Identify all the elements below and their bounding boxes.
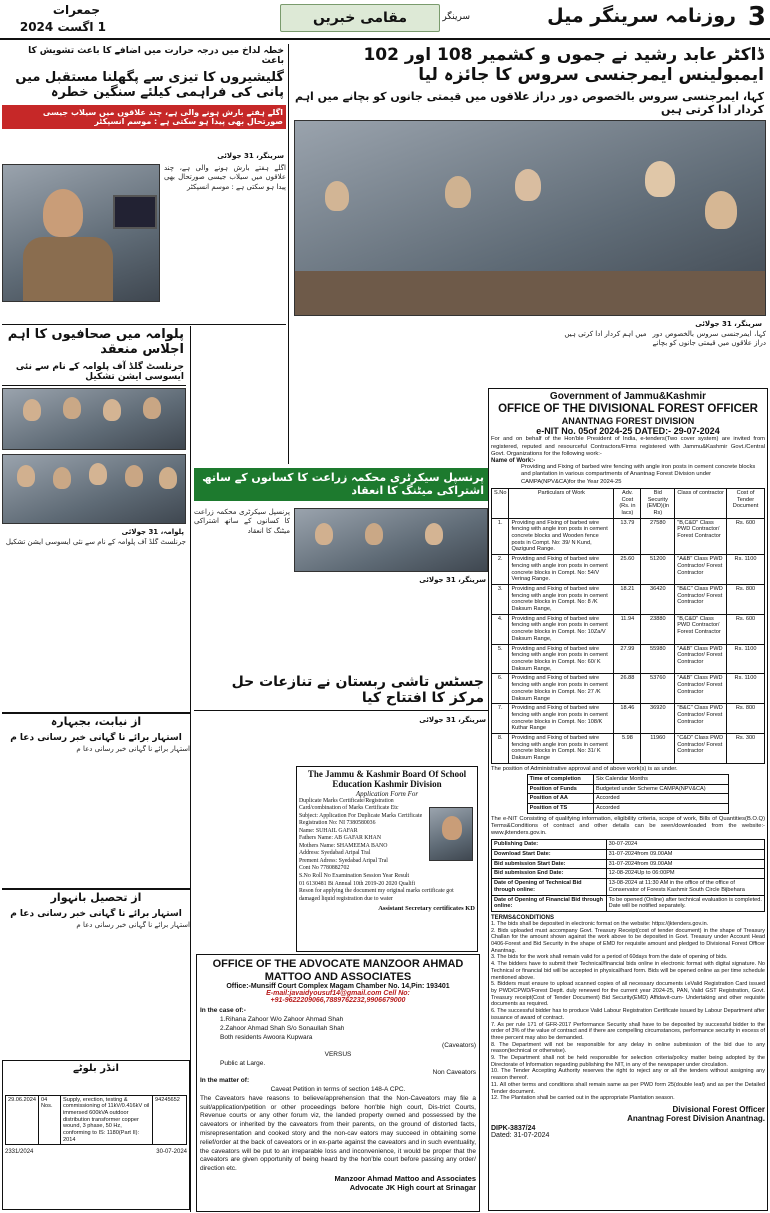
forest-cell: 2. (492, 555, 509, 585)
forest-cell: Budgeted under Scheme CAMPA(NPV&CA) (593, 784, 728, 794)
jkbose-line2: Subject: Application For Duplicate Marks Certificate (299, 812, 423, 819)
forest-cell: 7. (492, 704, 509, 734)
forest-cell: "B&C" Class PWD Contractor/ Forest Contractor (675, 704, 727, 734)
forest-col-header: Class of contractor (675, 488, 727, 518)
advocate-public: Public at Large. (220, 1059, 266, 1067)
forest-cell: Accorded (593, 794, 728, 804)
forest-cell: 55980 (641, 644, 675, 674)
forest-govt: Government of Jammu&Kashmir (549, 391, 707, 402)
forest-cell: Providing and Fixing of barbed wire fencing with angle iron posts in cement concrete blocks in Compt. No: 54/V Verinag Range. (509, 555, 614, 585)
forest-cell: 26.88 (614, 674, 641, 704)
forest-term: 5. Bidders must ensure to upload scanned copies of all necessary documents i.eValid Registration Card issued by PWD/CPWD/Forest Deptt. duly renewed for the current year 2024-25, PAN, Valid GST Registration, Govt. Treasury receipt(Cost of Tender Document) Bid Security(EMD) Affidavit-cum- Undertaking and other requisite documents as required. (491, 981, 765, 1008)
meeting-photo (294, 120, 766, 316)
forest-office: OFFICE OF THE DIVISIONAL FOREST OFFICER (498, 402, 758, 415)
forest-cell: 23880 (641, 614, 675, 644)
man-at-computer-photo (2, 164, 160, 302)
forest-cell: 3. (492, 584, 509, 614)
notice-1-title: از نیابت، بجبہارہ (50, 715, 142, 728)
forest-cell: 31-07-2024from 09.00AM (606, 850, 764, 860)
pulwama-byline: پلوامہ، 31 جولائی (121, 528, 184, 536)
advocate-party-3: Both residents Awoora Kupwara (220, 1033, 313, 1041)
notice-banihal (2, 888, 190, 1056)
tender-date: 29.06.2024 (6, 1095, 39, 1145)
forest-cell: 25.60 (614, 555, 641, 585)
forest-terms-title: TERMS&CONDITIONS (491, 914, 554, 921)
forest-cell: Position of Funds (527, 784, 593, 794)
forest-term: 1. The bids shall be deposited in electronic format on the website: https://jktenders.gov.in. (491, 920, 709, 927)
forest-cell: Rs. 600 (727, 614, 765, 644)
jkbose-father: Fathers Name: AB GAFAR KHAN (299, 835, 382, 842)
forest-cell: 53760 (641, 674, 675, 704)
forest-cell: 27.99 (614, 644, 641, 674)
notice-2-title: از تحصیل بانہوار (50, 891, 142, 904)
lead-body-text: کہا، ایمرجنسی سروس بالخصوص دور دراز علاقوں میں قیمتی جانوں کو بچانے میں اہم کردار ادا کرتی ہیں (564, 330, 766, 348)
forest-cell: Providing and Fixing of barbed wire fencing with angle iron posts in cement concrete blocks in Compt. No: 10Za/V Daksum Range, (509, 614, 614, 644)
applicant-photo (429, 807, 473, 861)
forest-cell: Providing and Fixing of barbed wire fencing with angle iron posts in cement concrete blocks in Compt. No: 60/ K Daksum Range, (509, 644, 614, 674)
forest-info-row (527, 774, 729, 784)
masthead-date: 1 اگست 2024 (19, 20, 106, 34)
pulwama-subtitle: جرنلسٹ گلڈ آف پلوامہ کے نام سے نئی ایسوسی ایشن تشکیل (2, 360, 186, 386)
forest-intro: For and on behalf of the Hon'ble President of India, e-tenders(Two cover system) are invited from registered, reputed and resourceful Contractors/Firms registered with Jammu&Kashmir Govt./Central Govt. Organizations for the following work:- (491, 436, 765, 457)
forest-cell: 1. (492, 518, 509, 555)
masthead-day: جمعرات (52, 3, 100, 17)
forest-cell: Publishing Date: (492, 840, 607, 850)
lead-subtitle: کہا، ایمرجنسی سروس بالخصوص دور دراز علاقوں میں قیمتی جانوں کو بچانے میں اہم کردار ادا کرتی ہیں (294, 90, 764, 116)
forest-division: ANANTNAG FOREST DIVISION (561, 415, 695, 426)
secretary-body (194, 508, 290, 658)
jkbose-address: Address: Syedabad Aripal Tral (299, 850, 371, 857)
advocate-phones: +91-9622209066,7889762232,9906679000 (270, 997, 406, 1005)
forest-cell: Date of Opening of Financial Bid through online: (492, 895, 607, 911)
justice-story (194, 670, 488, 764)
forest-col-header: Particulars of Work (509, 488, 614, 518)
masthead (0, 0, 770, 42)
tender-table (5, 1095, 187, 1146)
ladakh-byline: سرینگر، 31 جولائی (217, 152, 284, 160)
forest-date-row (492, 859, 765, 869)
jkbose-perm: Prement Adress: Syedabad Aripal Tral (299, 857, 388, 864)
forest-cell: 31-07-2024from 09.00AM (606, 859, 764, 869)
forest-cell: Date of Opening of Technical Bid through online: (492, 879, 607, 895)
tender-no: 04 Nos. (39, 1095, 61, 1145)
group-photo-top (2, 388, 186, 450)
masthead-rule (0, 38, 770, 40)
jkbose-board: The Jammu & Kashmir Board Of School Education Kashmir Division (307, 769, 467, 790)
paper-name: روزنامہ سرینگر میل (547, 5, 736, 27)
advocate-title: OFFICE OF THE ADVOCATE MANZOOR AHMAD MATTOO AND ASSOCIATES (212, 958, 464, 983)
jkbose-line1: Duplicate Marks Certificate/Registration Card/combination of Marks Certificate Etc (299, 797, 399, 812)
column-rule-1 (288, 44, 289, 464)
jkbose-form-title: Application Form For (355, 789, 419, 798)
pulwama-body (2, 538, 186, 654)
forest-col-header: Adv. Cost (Rs. in lacs) (614, 488, 641, 518)
tender-title: انڈر بلوٹے (73, 1063, 119, 1074)
group-photo (2, 454, 186, 524)
forest-col-header: Bid Security (EMD)(in Rs) (641, 488, 675, 518)
forest-term: 12. The Plantation shall be carried out in the appropriate Plantation season. (491, 1095, 675, 1102)
forest-cell: Accorded (593, 803, 728, 813)
forest-term: 8. The Department will not be responsible for any delay in online submission of the bid due to any reason(technical or otherwise). (491, 1041, 765, 1055)
jkbose-notice (296, 766, 478, 952)
section-title: مقامی خبریں (312, 10, 408, 26)
notice-bijbehara (2, 712, 190, 884)
ladakh-kicker: خطہ لداخ میں درجہ حرارت میں اضافے کا باعث تشویش کا باعث (28, 46, 284, 67)
forest-cell: Rs. 600 (727, 518, 765, 555)
forest-work-row (492, 555, 765, 585)
tender-ref: 2331/2024 (5, 1149, 34, 1156)
forest-cell: 5.98 (614, 734, 641, 764)
forest-term: 11. All other terms and conditions shall remain same as per PWD form 25(double leaf) and as per the Detailed Tender document. (491, 1081, 765, 1095)
advocate-non-caveators: Non Caveators (432, 1068, 476, 1076)
forest-cell: "A&B" Class PWD Contractor/ Forest Contractor (675, 644, 727, 674)
conference-photo (294, 508, 488, 572)
notice-1-body (2, 745, 190, 865)
notice-2-body (2, 921, 190, 1041)
forest-cell: Rs. 300 (727, 734, 765, 764)
forest-cell: "B,C&D" Class PWD Contractor/ Forest Contractor (675, 518, 727, 555)
forest-cell: 8. (492, 734, 509, 764)
forest-work-row (492, 734, 765, 764)
forest-cell: "C&D" Class PWD Contractor/ Forest Contractor (675, 734, 727, 764)
forest-work-row (492, 518, 765, 555)
forest-term: 7. As per rule 171 of GFR-2017 Performance Security shall have to be deposited by successful bidder to the order of 3% of the value of contract and if there are compelling circumstances, performance security in excess of three percent may also be demanded. (491, 1021, 765, 1041)
forest-cell: 4. (492, 614, 509, 644)
tender-dated: 30-07-2024 (156, 1149, 187, 1156)
jkbose-sign: Assistant Secretary certificates KD (378, 905, 475, 913)
advocate-body: The Caveators have reasons to believe/apprehension that the Non-Caveators may file a suit/application/petition or other proceedings before hon'ble high court, Dis-trict Courts, Revenue courts or any other forum viz, the landed property owned and possessed by the caveators or inherited by the caveators from their parents, on the ground of distorted facts, misrepresentation and cooked story and the non-cav eators may succeed in obtaining some relief/order at the back of caveators or in ex-parte against the caveators and in such eventuality, the caveators will be put to an irreparable loss and inconvenience, it would be proper that the caveators are given opportunity of being heard by the hon'ble court before passing any order/ direction etc. (200, 1094, 476, 1173)
notice-2-sub: استہار برائے نا گہانی خبر رسانی دعا م (10, 908, 182, 919)
forest-term: 2. Bids uploaded must accompany Govt. Treasury Receipt(cost of tender document) in the shape of Treasury Challan for the amount shown against the work above to be deposited in Govt. Treasury under Account Head 0406-Forest and Bid Security in the shape of EMD for requisite amount and pledged to Divisional Forest Officer Anantnag. (491, 927, 765, 954)
forest-notice (488, 388, 768, 1211)
forest-works-table (491, 488, 765, 764)
forest-cell: 36920 (641, 704, 675, 734)
forest-cell: Bid submission Start Date: (492, 859, 607, 869)
forest-cell: 51200 (641, 555, 675, 585)
forest-work-row (492, 674, 765, 704)
forest-work-row (492, 644, 765, 674)
tender-text: Supply, erection, testing & commissioning of 11kV/0.416kV oil immersed 600kVA outdoor distribution transformer copper wound, 3 phase, 50 Hz, conforming to IS: 1180(Part II): 2014 (61, 1095, 153, 1145)
forest-term: 6. The successful bidder has to produce Valid Labour Registration Certificate issued by Labour Department after issuance of award of contract. (491, 1008, 765, 1021)
jkbose-cont: Cont No 7780882702 (299, 865, 350, 872)
forest-cell: Rs. 1100 (727, 555, 765, 585)
forest-term: 4. The bidders have to submit their Technical/financial bids online in electronic format with digital signature. No Technical or financial bid will be accepted in physical/hard form. Bids will be opened online as per time schedule mentioned above. (491, 961, 765, 981)
tender-notice (2, 1060, 190, 1210)
lead-title: ڈاکٹر عابد رشید نے جموں و کشمیر 108 اور 102 ایمبولینس ایمرجنسی سروس کا جائزہ لیا (363, 45, 764, 85)
secretary-title: پرنسپل سیکرٹری محکمہ زراعت کا کسانوں کے ساتھ اشتراکی میٹنگ کا انعقاد (194, 468, 488, 501)
forest-work-row (492, 584, 765, 614)
forest-sign-2: Anantnag Forest Division Anantnag. (627, 1113, 765, 1123)
advocate-sign-1: Manzoor Ahmad Mattoo and Associates (334, 1173, 476, 1183)
forest-download-note: The e-NIT Consisting of qualifying information, eligibility criteria, scope of work, Bills of Quantities(B.O.Q) Terms&Conditions of contract and other details can be seen/downloaded from the website:-www.jktenders.gov.in. (491, 815, 765, 837)
forest-cell: 36420 (641, 584, 675, 614)
forest-work: Providing and Fixing of barbed wire fencing with angle iron posts in cement concrete blocks and plantation in various compartments of Anantnag Forest Division under CAMPA(NPV&CA)for the Year 2024-25 (521, 464, 756, 485)
forest-cell: Providing and Fixing of barbed wire fencing with angle iron posts in cement concrete blocks in Compt. No: 31/ K Daksum Range (509, 734, 614, 764)
forest-cell: "B&C" Class PWD Contractor/ Forest Contractor (675, 584, 727, 614)
forest-cell: Bid submission End Date: (492, 869, 607, 879)
pulwama-story (2, 326, 186, 656)
forest-col-header: Cost of Tender Document (727, 488, 765, 518)
jkbose-reg: Registration No: NI 7380580036 (299, 820, 376, 827)
column-rule-3 (2, 324, 286, 325)
forest-cell: "B,C&D" Class PWD Contractor/ Forest Contractor (675, 614, 727, 644)
forest-cell: Position of TS (527, 803, 593, 813)
ladakh-body (164, 164, 286, 324)
jkbose-reason: Reson for applying the document my original marks certificate got damaged liquid registration due to water (299, 888, 454, 902)
forest-cell: 30-07-2024 (606, 840, 764, 850)
forest-cell: Providing and Fixing of barbed wire fencing with angle iron posts in cement concrete blocks in Compt. No: 108/K Kuthar Range (509, 704, 614, 734)
forest-dated: Dated: 31-07-2024 (491, 1131, 550, 1139)
advocate-matter: In the matter of: (200, 1077, 250, 1085)
forest-info-row (527, 794, 729, 804)
notice-1-body-text: استہار برائے نا گہانی خبر رسانی دعا م (76, 744, 190, 753)
advocate-petition: Caveat Petition in terms of section 148-A CPC. (270, 1086, 406, 1094)
advocate-email: E-mail:javaidyousuf14@gmail.com Cell No: (266, 990, 410, 998)
forest-cell: 13-08-2024 at 11:30 AM in the office of the office of Conservator of Forests Kashmir South Circle Bijbehara (606, 879, 764, 895)
advocate-party-1: 1.Rihana Zahoor W/o Zahoor Ahmad Shah (220, 1016, 344, 1024)
forest-cell: Position of AA (527, 794, 593, 804)
advocate-office: Office:-Munsiff Court Complex Magam Chamber No. 14,Pin: 193401 (226, 983, 450, 991)
page-number: 3 (747, 2, 766, 32)
forest-cell: Time of completion (527, 774, 593, 784)
forest-cell: Providing and Fixing of barbed wire fencing with angle iron posts in cement concrete blocks in Compt. No: 27 /K Daksum Range (509, 674, 614, 704)
forest-cell: Six Calendar Months (593, 774, 728, 784)
advocate-caveators: (Caveators) (442, 1042, 476, 1050)
forest-cell: "A&B" Class PWD Contractor/ Forest Contractor (675, 555, 727, 585)
forest-cell: Rs. 800 (727, 704, 765, 734)
forest-date-row (492, 840, 765, 850)
forest-cell: "A&B" Class PWD Contractor/ Forest Contractor (675, 674, 727, 704)
forest-enit: e-NIT No. 05of 2024-25 DATED:- 29-07-2024 (536, 426, 720, 437)
forest-cell: To be opened (Online) after technical evaluation is completed. Date will be notified separately. (606, 895, 764, 911)
advocate-versus: VERSUS (324, 1051, 352, 1059)
forest-info-row (527, 803, 729, 813)
ladakh-body-text: اگلے ہفتے بارش ہونے والی ہے، چند علاقوں میں سیلاب جیسی صورتحال بھی پیدا ہو سکتی ہے : موسم انسپکٹر (164, 164, 286, 191)
jkbose-mother: Mothers Name: SHAMEEMA BANO (299, 842, 388, 849)
forest-work-label: Name of Work:- (491, 458, 536, 465)
notice-1-sub: استہار برائے نا گہانی خبر رسانی دعا م (10, 732, 182, 743)
forest-term: 10. The Tender Accepting Authority reserves the right to reject any or all the tenders without assigning any reason thereof. (491, 1068, 765, 1082)
forest-date-row (492, 869, 765, 879)
forest-col-header: S.No (492, 488, 509, 518)
forest-date-row (492, 850, 765, 860)
forest-position-note: The position of Administrative approval and of above work(s) is as under. (491, 765, 678, 772)
forest-cell: Providing and Fixing of barbed wire fencing with angle iron posts in cement concrete blocks in Compt. No: 8 /K Daksum Range, (509, 584, 614, 614)
forest-cell: 18.46 (614, 704, 641, 734)
advocate-sign-2: Advocate JK High court at Srinagar (349, 1182, 476, 1192)
masthead-city: سرینگر (442, 12, 470, 22)
forest-date-row (492, 895, 765, 911)
forest-cell: 11.94 (614, 614, 641, 644)
forest-info-table (527, 774, 730, 814)
lead-byline: سرینگر، 31 جولائی (695, 320, 762, 328)
forest-date-row (492, 879, 765, 895)
forest-cell: Rs. 1100 (727, 644, 765, 674)
secretary-story (194, 468, 488, 668)
pulwama-title: پلوامہ میں صحافیوں کا اہم اجلاس منعقد (7, 327, 184, 357)
forest-cell: 27580 (641, 518, 675, 555)
tender-amount: 94245652 (153, 1095, 187, 1145)
column-rule-2 (190, 326, 191, 1212)
ladakh-title: گلیشیروں کا تیزی سے پگھلنا مستقبل میں پانی کی فراہمی کیلئے سنگین خطرہ (15, 69, 284, 100)
justice-byline: سرینگر، 31 جولائی (419, 716, 486, 724)
advocate-in-case: In the case of:- (200, 1007, 246, 1015)
forest-sign-1: Divisional Forest Officer (672, 1104, 765, 1114)
forest-work-row (492, 614, 765, 644)
pulwama-body-text: جرنلسٹ گلڈ آف پلوامہ کے نام سے نئی ایسوسی ایشن تشکیل (5, 538, 186, 546)
forest-info-row (527, 784, 729, 794)
advocate-notice (196, 954, 480, 1212)
forest-cell: 12-08-2024Up to 06:00PM (606, 869, 764, 879)
forest-cell: 18.21 (614, 584, 641, 614)
forest-cell: 13.79 (614, 518, 641, 555)
section-banner (280, 4, 440, 32)
forest-cell: 6. (492, 674, 509, 704)
advocate-party-2: 2.Zahoor Ahmad Shah S/o Sonaullah Shah (220, 1024, 345, 1032)
forest-term: 3. The bids for the work shall remain valid for a period of 60days from the date of opening of bids. (491, 954, 728, 961)
forest-dipk: DIPK-3837/24 (491, 1124, 536, 1132)
forest-cell: Rs. 1100 (727, 674, 765, 704)
jkbose-name: Name: SUHAIL GAFAR (299, 827, 358, 834)
forest-work-row (492, 704, 765, 734)
forest-cell: 5. (492, 644, 509, 674)
ladakh-strap: اگلے ہفتے بارش ہونے والی ہے، چند علاقوں میں سیلاب جیسی صورتحال بھی پیدا ہو سکتی ہے : موسم انسپکٹر (2, 105, 286, 129)
forest-cell: Download Start Date: (492, 850, 607, 860)
forest-dates-table (491, 839, 765, 912)
forest-cell: Rs. 800 (727, 584, 765, 614)
jkbose-table-head: S.No Roll No Examination Session Year Result (299, 873, 410, 879)
jkbose-table-row: 01 6130481 Bi Annual 10th 2019-20 2020 Qualifi (299, 880, 416, 887)
forest-cell: 11960 (641, 734, 675, 764)
notice-2-body-text: استہار برائے نا گہانی خبر رسانی دعا م (76, 920, 190, 929)
forest-term: 9. The Department shall not be held responsible for selection criteria/policy matter being adopted by the Directorate of Information regarding publishing the NIT, in any of the newspaper under circulation. (491, 1055, 765, 1068)
secretary-byline: سرینگر، 31 جولائی (419, 576, 486, 584)
ladakh-story (2, 44, 286, 324)
forest-terms (491, 921, 765, 1102)
secretary-body-text: پرنسپل سیکرٹری محکمہ زراعت کا کسانوں کے ساتھ اشتراکی میٹنگ کا انعقاد (194, 508, 290, 535)
forest-cell: Providing and Fixing of barbed wire fencing with angle iron posts in cement concrete blocks and Wooden fence posts in Compt. No: 39/ N Kund, Qazigund Range. (509, 518, 614, 555)
justice-title: جسٹس تاشی ربستان نے تنازعات حل مرکز کا افتتاح کیا (194, 670, 488, 711)
